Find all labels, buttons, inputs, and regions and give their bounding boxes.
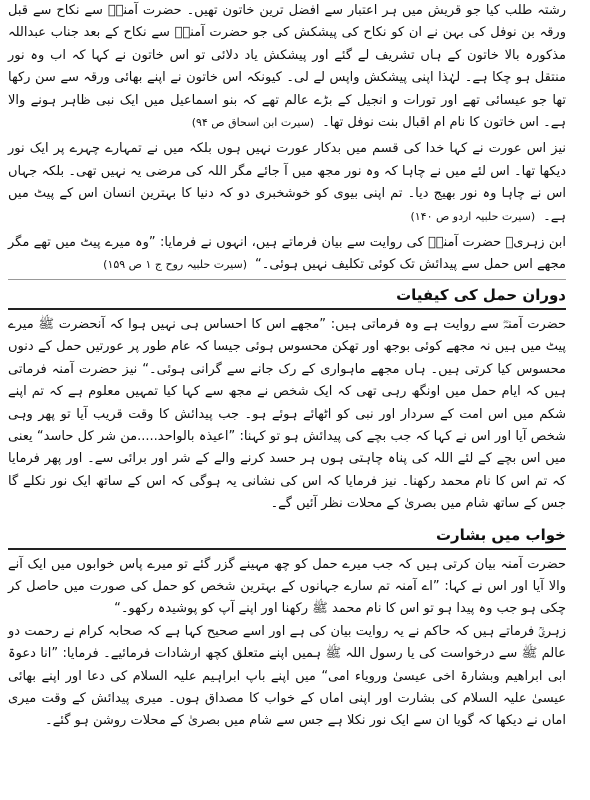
section-heading-pregnancy: دوران حمل کی کیفیات	[8, 284, 566, 310]
divider	[8, 279, 566, 280]
paragraph-woman-statement	[8, 138, 566, 228]
spacer	[8, 516, 566, 522]
section-heading-dream-glad-tidings: خواب میں بشارت	[8, 524, 566, 550]
citation-ibn-ishaq: (سیرت ابن اسحاق ص ۹۴)	[191, 116, 315, 130]
citation-seerat-halabiya: (سیرت حلبیہ روح ج ۱ ص ۱۵۹)	[103, 258, 247, 272]
paragraph-zuhri-narration: زہریؒ فرماتے ہیں کہ حاکم نے یہ روایت بیان کی ہے اور اسے صحیح کہا ہے کہ صحابہ کرام نے رحمت دو عالم ﷺ سے درخواست کی یا رسول اللہ ﷺ ہمیں اپنے متعلق کچھ ارشادات فرمائیے۔ فرمایا: ”انا دعوۃ ابی ابراھیم وبشارۃ اخی عیسیٰ ورویاء امی“ میں اپنے باپ ابراہیم علیہ السلام کی دعا اور اپنے بھائی عیسیٰ علیہ السلام کی بشارت اور اپنی اماں کے خواب کا مصداق ہوں۔ میری پیدائش کے وقت میری اماں نے دیکھا کہ گویا ان سے ایک نور نکلا ہے جس سے شام میں بصریٰ کے محلات روشن ہو گئے۔	[8, 623, 566, 729]
paragraph-pregnancy-states: حضرت آمنہؓ سے روایت ہے وہ فرماتی ہیں: ”مجھے اس کا احساس ہی نہیں ہوا کہ آنحضرت ﷺ میرے پیٹ میں ہیں نہ مجھے کوئی بوجھ اور تھکن محسوس ہوئی جیسا کہ عام طور پر عورتیں حمل کے دنوں محسوس کیا کرتی ہیں۔ ہاں مجھے ماہواری کے رک جانے سے گرانی ہوئی۔“ نیز حضرت آمنہ فرماتی ہیں کہ ایام حمل میں اونگھ رہی تھی کہ ایک شخص نے مجھ سے کہا کیا تمہیں معلوم ہے کہ تم اپنے شکم میں اس امت کے سردار اور نبی کو اٹھائے ہوئے ہو۔ جب پیدائش کا وقت قریب آیا تو پھر وہی شخص آیا اور اس نے کہا کہ جب بچے کی پیدائش ہو تو کہنا: ”اعیذہ بالواحد.....من شر کل حاسد“ یعنی میں اس بچے کے لئے اللہ کی پناہ چاہتی ہوں ہر حسد کرنے والے کے شر اور برائی سے۔ اور پھر فرمایا کہ تم اس کا نام محمد رکھنا۔ نیز فرمایا کہ اس کی نشانی یہ ہوگی کہ اس کے ساتھ ایک نور نکلے گا جس کے ساتھ شام میں بصریٰ کے محلات نظر آئیں گے۔	[8, 316, 566, 512]
paragraph-text: نیز اس عورت نے کہا خدا کی قسم میں بدکار عورت نہیں ہوں بلکہ میں نے تمہارے چہرے پر ایک نور دیکھا تھا۔ اس لئے میں نے چاہا کہ وہ نور مجھ میں آ جائے مگر اللہ کی مرضی یہ نہیں تھی۔ بلکہ جہاں اس نے چاہا وہ نور بھیج دیا۔ تم اپنی بیوی کو خوشخبری دو کہ دنیا کا بہترین انسان اس کے پیٹ میں ہے۔	[8, 141, 566, 224]
citation-seerat-halabiya-urdu: (سیرت حلبیہ اردو ص ۱۴۰)	[410, 209, 536, 223]
paragraph-ibn-zuhri	[8, 232, 566, 277]
paragraph-proposal-story	[8, 0, 566, 134]
paragraph-dream: حضرت آمنہ بیان کرتی ہیں کہ جب میرے حمل کو چھ مہینے گزر گئے تو میرے پاس خوابوں میں ایک آنے والا آیا اور اس نے کہا: ”اے آمنہ تم سارے جہانوں کے بہترین شخص کو حمل کی صورت میں حاصل کر چکی ہو جب وہ پیدا ہو تو اس کا نام محمد ﷺ رکھنا اور اپنے آپ کو پوشیدہ رکھو۔“	[8, 556, 566, 617]
paragraph-text: رشتہ طلب کیا جو قریش میں ہر اعتبار سے افضل ترین خاتون تھیں۔ حضرت آمنہؓ سے نکاح سے قبل ورقہ بن نوفل کی بہن نے ان کو نکاح کی پیشکش کی جو حضرت آمنہؓ سے نکاح کے بعد جناب عبداللہ مذکورہ بالا خاتون کے ہاں تشریف لے گئے اور پیشکش یاد دلائی تو اس خاتون نے کہا کہ اب وہ نور منتقل ہو چکا ہے۔ لہٰذا اپنی پیشکش واپس لے لی۔ کیونکہ اس خاتون نے اپنے بھائی ورقہ سے سن رکھا تھا جو عیسائی تھے اور تورات و انجیل کے بڑے عالم تھے کہ بنو اسماعیل میں ایک نبی ظاہر ہونے والا ہے۔ اس خاتون کا نام ام اقبال بنت نوفل تھا۔	[8, 3, 566, 131]
paragraph-text: ابن زہریؒ حضرت آمنہؓ کی روایت سے بیان فرماتے ہیں، انہوں نے فرمایا: ”وہ میرے پیٹ میں تھے مگر مجھے اس حمل سے پیدائش تک کوئی تکلیف نہیں ہوئی۔“	[8, 235, 566, 273]
